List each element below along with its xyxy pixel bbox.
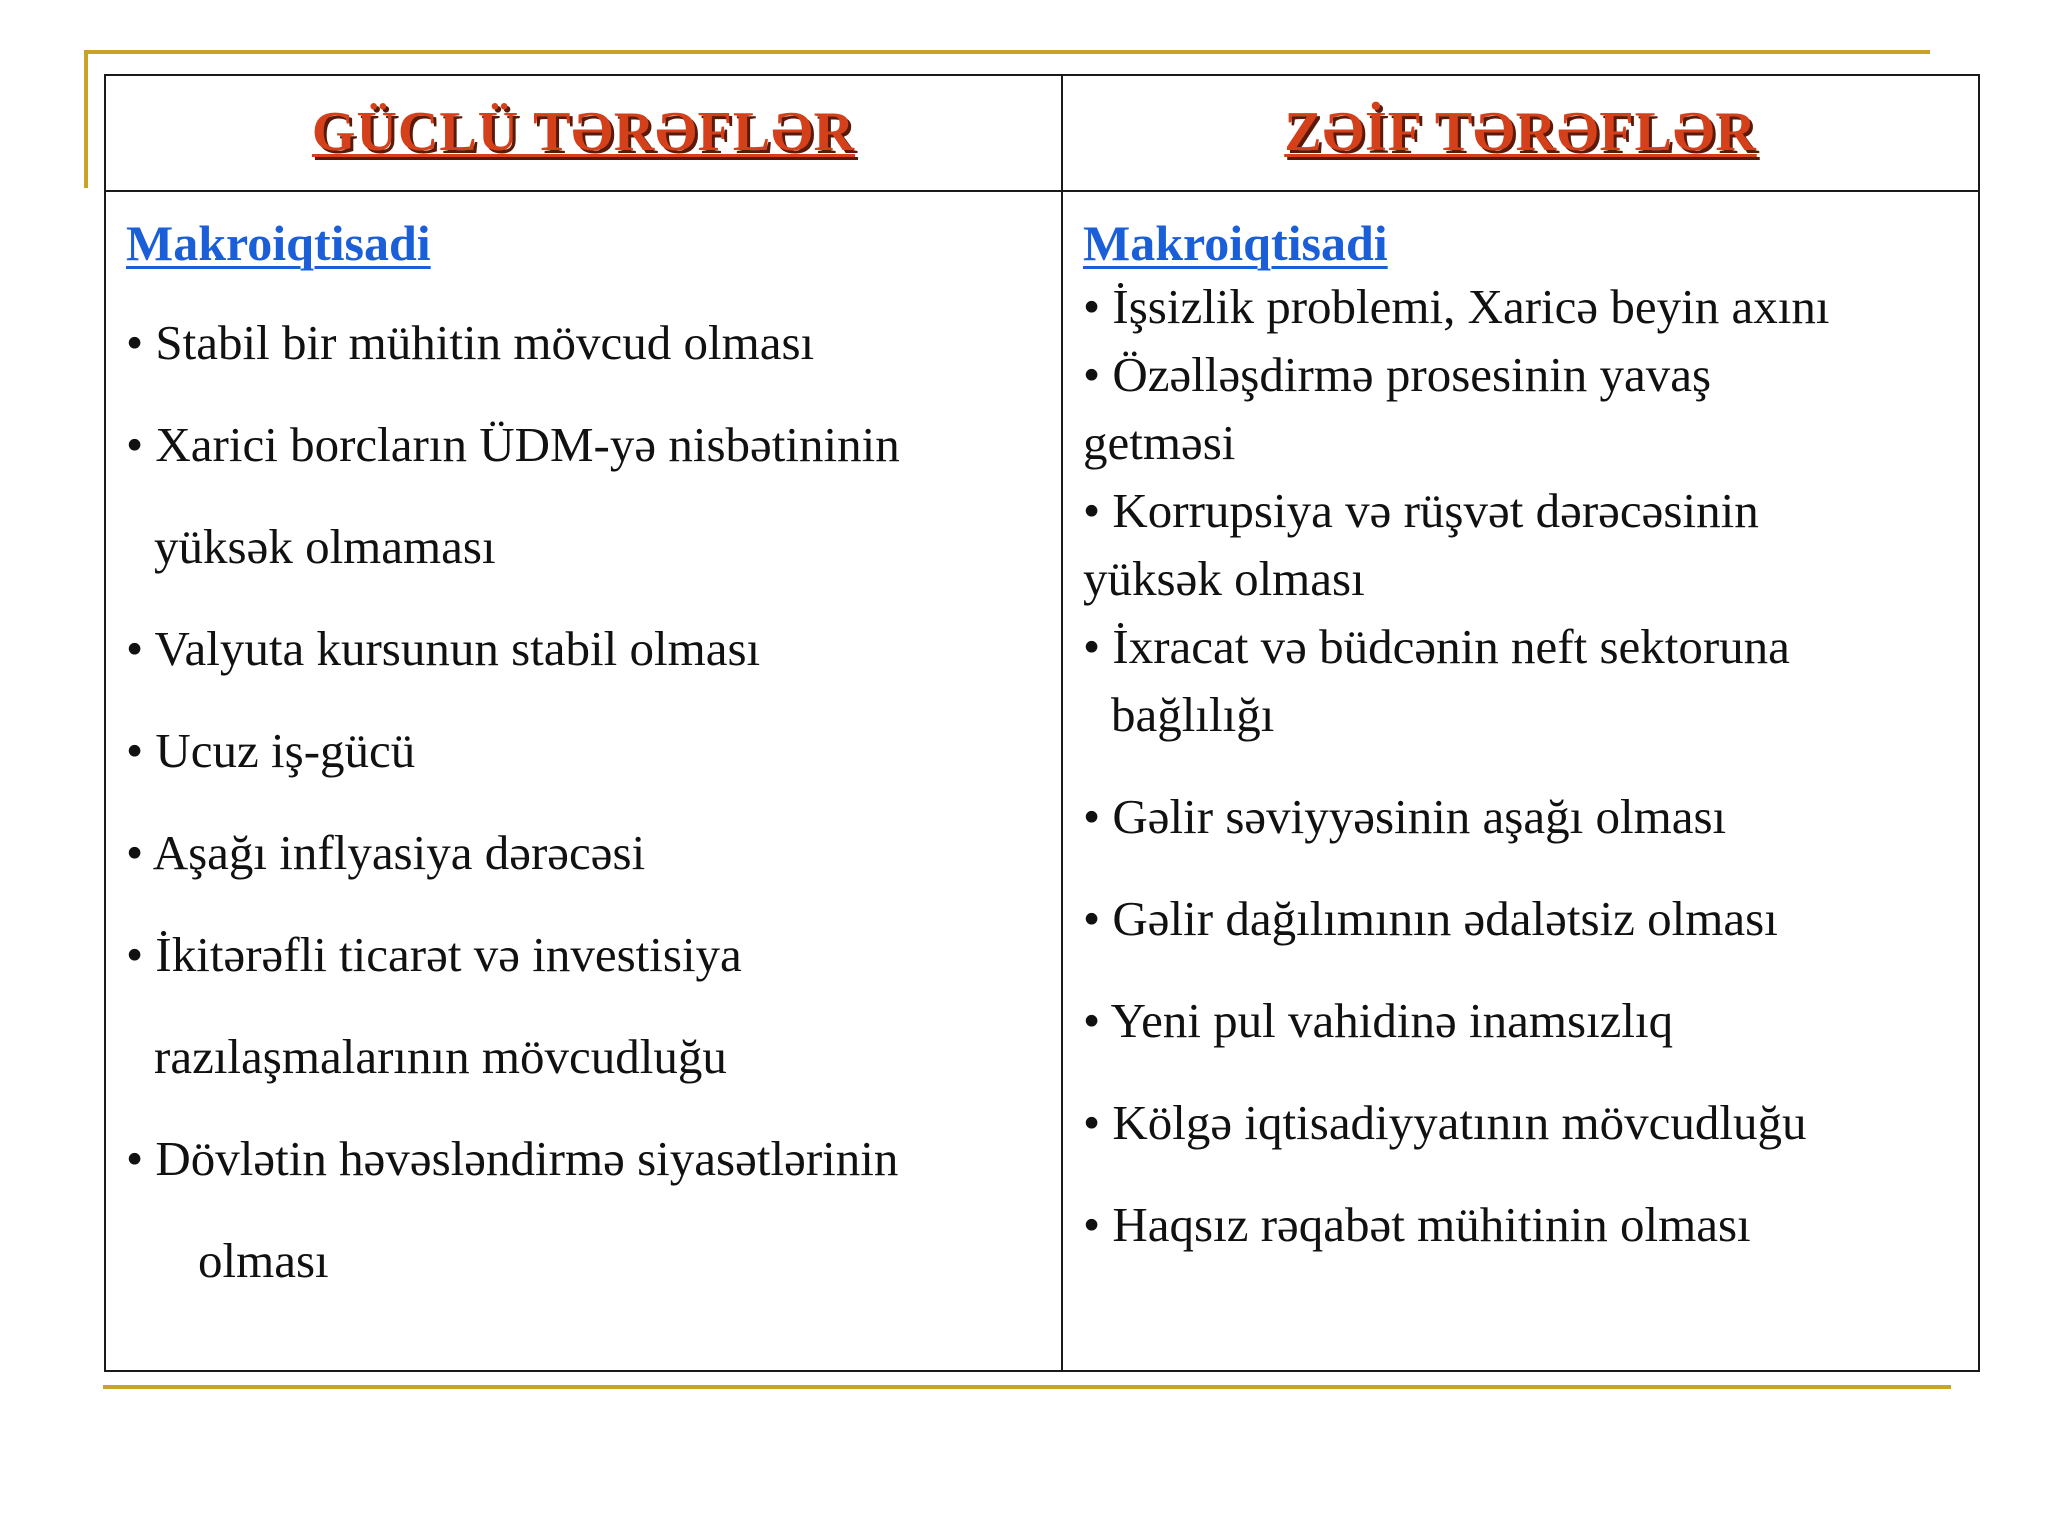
weaknesses-body-cell [1063,192,1978,1370]
weakness-item: • İşsizlik problemi, Xaricə beyin axını [1083,279,1830,334]
strengths-header-cell [106,76,1063,192]
weakness-item-continuation: getməsi [1083,415,1236,470]
strength-item: • Aşağı inflyasiya dərəcəsi [126,825,646,880]
weakness-item: • Gəlir səviyyəsinin aşağı olması [1083,789,1727,844]
strength-item: • Xarici borcların ÜDM-yə nisbətininin [126,417,900,472]
swot-table [104,74,1980,1372]
strength-item: • Dövlətin həvəsləndirmə siyasətlərinin [126,1131,899,1186]
weakness-item: • Haqsız rəqabət mühitinin olması [1083,1197,1751,1252]
strength-item-continuation: razılaşmalarının mövcudluğu [154,1029,727,1084]
gold-frame-left-line [84,50,88,188]
strength-item: • Ucuz iş-gücü [126,723,416,778]
weakness-item: • Korrupsiya və rüşvət dərəcəsinin [1083,483,1759,538]
weakness-item-continuation: yüksək olması [1083,551,1365,606]
weaknesses-header-cell [1063,76,1978,192]
weakness-item: • Yeni pul vahidinə inamsızlıq [1083,993,1674,1048]
strength-item-continuation: olması [198,1233,329,1288]
weakness-item-continuation: bağlılığı [1111,687,1275,742]
weakness-item: • İxracat və büdcənin neft sektoruna [1083,619,1790,674]
weakness-item: • Gəlir dağılımının ədalətsiz olması [1083,891,1778,946]
strength-item: • Valyuta kursunun stabil olması [126,621,761,676]
gold-frame-bottom-line [103,1385,1951,1389]
strength-item-continuation: yüksək olmaması [154,519,496,574]
weaknesses-header: ZƏİF TƏRƏFLƏR [1284,101,1757,163]
weaknesses-section-title: Makroiqtisadi [1083,215,1388,271]
strengths-header: GÜCLÜ TƏRƏFLƏR [311,101,856,163]
gold-frame-top-line [84,50,1930,54]
weakness-item: • Kölgə iqtisadiyyatının mövcudluğu [1083,1095,1807,1150]
strength-item: • Stabil bir mühitin mövcud olması [126,315,815,370]
strength-item: • İkitərəfli ticarət və investisiya [126,927,742,982]
weakness-item: • Özəlləşdirmə prosesinin yavaş [1083,347,1712,402]
strengths-section-title: Makroiqtisadi [126,215,431,271]
strengths-body-cell [106,192,1063,1370]
